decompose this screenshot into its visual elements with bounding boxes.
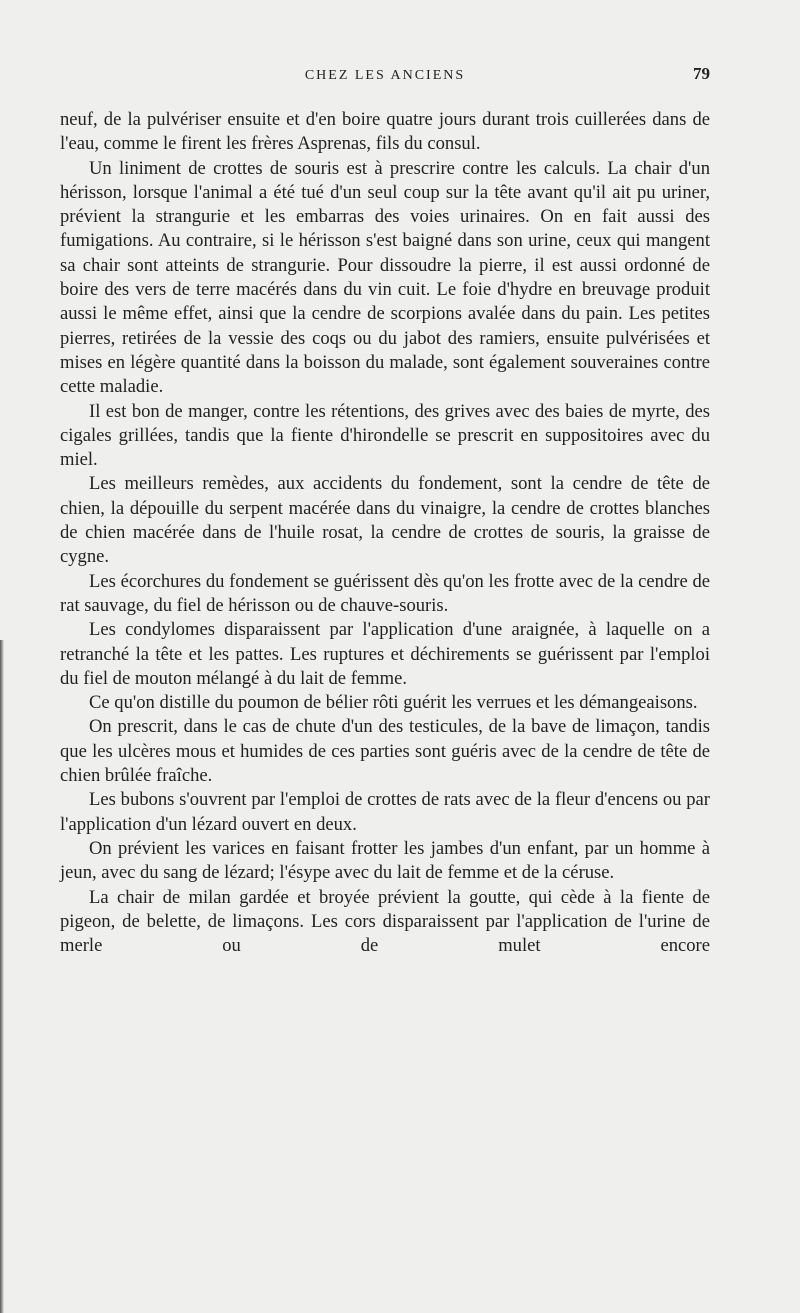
paragraph: Les bubons s'ouvrent par l'emploi de crottes de rats avec de la fleur d'encens ou par l'application d'un lézard ouvert en deux. (60, 789, 710, 835)
paragraph: neuf, de la pulvériser ensuite et d'en boire quatre jours durant trois cuillerées dans de l'eau, comme le firent les frères Asprenas, fils du consul. (60, 109, 710, 155)
running-head-title: CHEZ LES ANCIENS (304, 68, 466, 83)
paragraph: On prescrit, dans le cas de chute d'un des testicules, de la bave de limaçon, tandis que les ulcères mous et humides de ces parties sont guéris avec de la cendre de tête de chien brûlée fraîche. (60, 716, 710, 787)
page-edge-shadow (0, 640, 4, 1313)
paragraph: Un liniment de crottes de souris est à prescrire contre les calculs. La chair d'un hérisson, lorsque l'animal a été tué d'un seul coup sur la tête avant qu'il ait pu uriner, prévient la strangurie et les embarras des voies urinaires. On en fait aussi des fumigations. Au contraire, si le hérisson s'est baigné dans son urine, ceux qui mangent sa chair sont atteints de strangurie. Pour dissoudre la pierre, il est aussi ordonné de boire des vers de terre macérés dans du vin cuit. Le foie d'hydre en breuvage produit aussi le même effet, ainsi que la cendre de scorpions avalée dans du pain. Les petites pierres, retirées de la vessie des coqs ou du jabot des ramiers, ensuite pulvérisées et mises en légère quantité dans la boisson du malade, sont également souveraines contre cette maladie. (60, 157, 710, 398)
page-number: 79 (693, 64, 710, 83)
body-text (60, 108, 710, 958)
paragraph: Il est bon de manger, contre les rétentions, des grives avec des baies de myrte, des cigales grillées, tandis que la fiente d'hirondelle se prescrit en suppositoires avec du miel. (60, 400, 710, 471)
paragraph: Les condylomes disparaissent par l'application d'une araignée, à laquelle on a retranché la tête et les pattes. Les ruptures et déchirements se guérissent par l'emploi du fiel de mouton mélangé à du lait de femme. (60, 619, 710, 689)
running-head (60, 64, 710, 88)
paragraph: Ce qu'on distille du poumon de bélier rôti guérit les verrues et les démangeaisons. (89, 692, 698, 714)
paragraph: On prévient les varices en faisant frotter les jambes d'un enfant, par un homme à jeun, avec du sang de lézard; l'ésype avec du lait de femme et de la céruse. (60, 837, 710, 884)
paragraph: Les écorchures du fondement se guérissent dès qu'on les frotte avec de la cendre de rat sauvage, du fiel de hérisson ou de chauve-souris. (60, 570, 710, 616)
paragraph: Les meilleurs remèdes, aux accidents du fondement, sont la cendre de tête de chien, la dépouille du serpent macérée dans du vinaigre, la cendre de crottes blanches de chien macérée dans de l'huile rosat, la cendre de crottes de souris, la graisse de cygne. (60, 473, 710, 568)
paragraph: La chair de milan gardée et broyée prévient la goutte, qui cède à la fiente de pigeon, de belette, de limaçons. Les cors disparaissent par l'application de l'urine de merle ou de mulet encore (60, 886, 710, 957)
